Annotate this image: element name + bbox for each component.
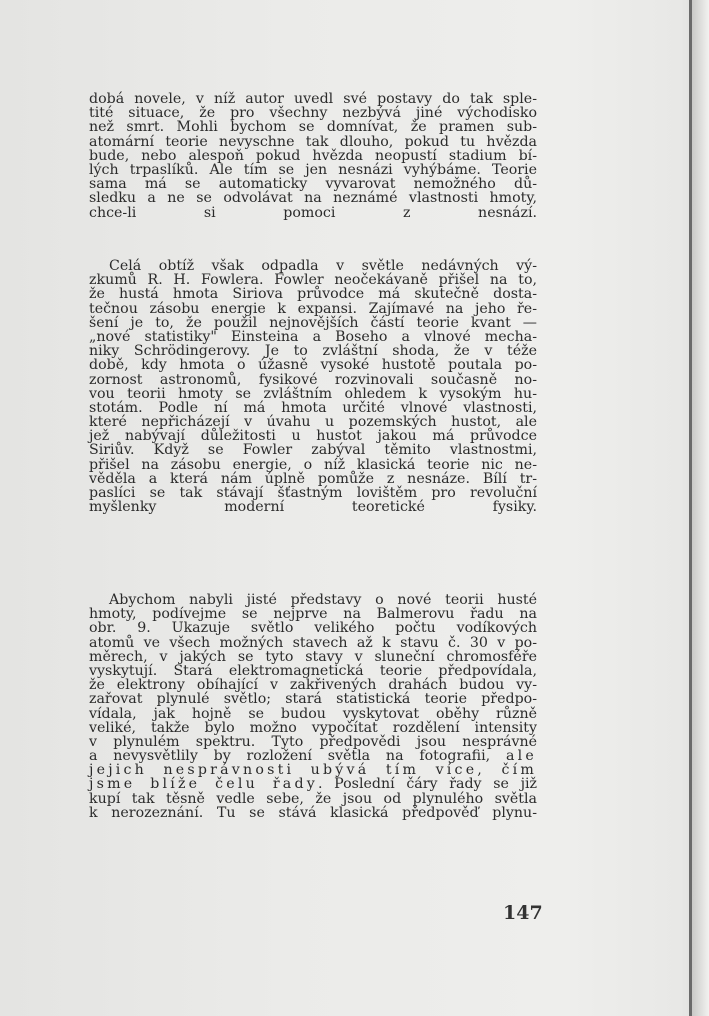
text-line: že elektrony obíhající v zakřivených drahách budou vy- (89, 677, 537, 694)
text-line: vyskytují. Stará elektromagnetická teorie předpovídala, (89, 662, 537, 679)
text-line: vou teorii hmoty se zvláštním ohledem k vysokým hu- (89, 385, 537, 402)
text-line: Abychom nabyli jisté představy o nové teorii husté (109, 592, 537, 608)
text-line: veliké, takže bylo možno vypočítat rozdělení intensity (89, 719, 537, 736)
text-line: věděla a která nám úplně pomůže z nesnáze. Bílí tr- (89, 470, 537, 487)
text-line: šení je to, že použil nejnovějších částí teorie kvant — (89, 314, 537, 331)
text-line: stotám. Podle ní má hmota určité vlnové vlastnosti, (89, 399, 537, 416)
text-line: obr. 9. Ukazuje světlo velikého počtu vodíkových (89, 620, 537, 637)
text-line: než smrt. Mohli bychom se domnívat, že pramen sub- (89, 119, 537, 136)
paragraph-1 (89, 90, 537, 221)
emphasized-text: jejich nesprávnosti ubývá tím více, čím (89, 762, 537, 779)
text-line: k nerozeznání. Tu se stává klasická předpověď plynu- (89, 804, 537, 821)
text-line: vídala, jak hojně se budou vyskytovat oběhy různě (89, 705, 537, 722)
text-line: Celá obtíž však odpadla v světle nedávných vý- (109, 258, 537, 274)
text-line: dobá novele, v níž autor uvedl své postavy do tak sple- (89, 91, 537, 107)
text-line (89, 748, 537, 765)
text-line (89, 762, 537, 779)
text-line: myšlenky moderní teoretické fysiky. (89, 499, 537, 516)
text-line (89, 776, 537, 793)
text-line: „nové statistiky" Einsteina a Boseho a vlnové mecha- (89, 328, 537, 345)
text-line: sama má se automaticky vyvarovat nemožného dů- (89, 176, 537, 193)
page-number: 147 (503, 902, 543, 924)
text-line: chce-li si pomoci z nesnází. (89, 204, 537, 221)
text-line: kupí tak těsně vedle sebe, že jsou od plynulého světla (89, 790, 537, 807)
text-line: přišel na zásobu energie, o níž klasická teorie nic ne- (89, 456, 537, 473)
text-line: tečnou zásobu energie k expansi. Zajímavé na jeho ře- (89, 300, 537, 317)
text-line: že hustá hmota Siriova průvodce má skutečně dosta- (89, 286, 537, 303)
text-line: které nepřicházejí v úvahu u pozemských hustot, ale (89, 414, 537, 431)
text-line: jež nabývají důležitosti u hustot jakou má průvodce (89, 428, 537, 445)
text-line: tité situace, že pro všechny nezbývá jiné východisko (89, 105, 537, 122)
paragraph-3 (89, 592, 537, 819)
text-line: atomů ve všech možných stavech až k stavu č. 30 v po- (89, 634, 537, 651)
text-line: bude, nebo alespoň pokud hvězda neopustí stadium bí- (89, 147, 537, 164)
text-line: v plynulém spektru. Tyto předpovědi jsou nesprávné (89, 733, 537, 750)
text-line: zkumů R. H. Fowlera. Fowler neočekávaně přišel na to, (89, 272, 537, 289)
text-line: zornost astronomů, fysikové rozvinovali současně no- (89, 371, 537, 388)
text-line: době, kdy hmota o úžasně vysoké hustotě poutala po- (89, 357, 537, 374)
page-edge-shadow (692, 0, 709, 1016)
text-segment: . Poslední čáry řady se již (317, 776, 537, 793)
text-line: sledku a ne se odvolávat na neznámé vlastnosti hmoty, (89, 190, 537, 207)
emphasized-text: jsme blíže čelu řady (89, 776, 318, 793)
text-line: hmoty, podívejme se nejprve na Balmerovu řadu na (89, 606, 537, 623)
paragraph-2 (89, 257, 537, 516)
text-line: lých trpaslíků. Ale tím se jen nesnázi vyhýbáme. Teorie (89, 161, 537, 178)
text-line: paslíci se tak stávají šťastným lovištěm pro revoluční (89, 485, 537, 501)
emphasized-text: ale (506, 748, 537, 765)
text-line: niky Schrödingerovy. Je to zvláštní shoda, že v téže (89, 343, 537, 360)
text-line: atomární teorie nevyschne tak dlouho, pokud tu hvězda (89, 133, 537, 150)
text-segment: a nevysvětlily by rozložení světla na fotografii, (89, 748, 506, 765)
text-line: zařovat plynulé světlo; stará statistická teorie předpo- (89, 691, 537, 708)
text-line: měrech, v jakých se tyto stavy v sluneční chromosféře (89, 648, 537, 665)
text-line: Siriův. Když se Fowler zabýval těmito vlastnostmi, (89, 442, 537, 459)
